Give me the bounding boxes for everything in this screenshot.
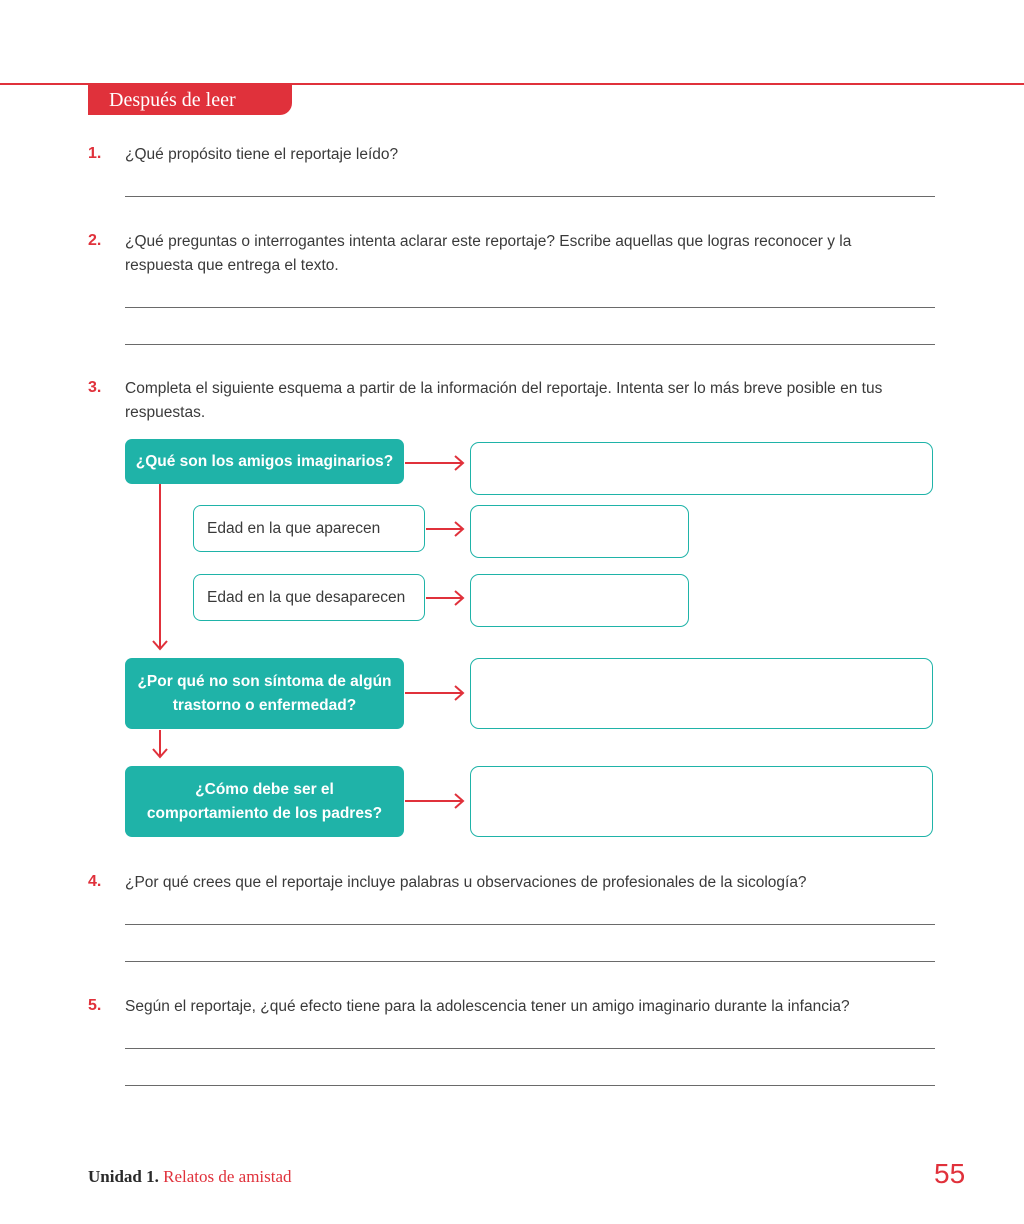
scheme-answer-box[interactable] [470,505,689,558]
answer-line[interactable] [125,961,935,962]
scheme-question-parents: ¿Cómo debe ser el comportamiento de los padres? [125,766,404,837]
footer-unit [88,1167,292,1187]
answer-line[interactable] [125,924,935,925]
page-number: 55 [934,1158,966,1189]
answer-line[interactable] [125,1048,935,1049]
scheme-answer-box[interactable] [470,766,933,837]
scheme-sub-label: Edad en la que aparecen [193,505,425,552]
question-text: ¿Qué preguntas o interrogantes intenta aclarar este reportaje? Escribe aquellas que logras reconocer y la respuesta que entrega el texto. [125,233,852,274]
question-text: Completa el siguiente esquema a partir de la información del reportaje. Intenta ser lo más breve posible en tus respuestas. [125,380,883,421]
question-number: 3. [88,379,102,396]
question-number: 4. [88,873,102,890]
question-text: ¿Por qué crees que el reportaje incluye palabras u observaciones de profesionales de la sicología? [125,874,807,891]
footer-unit-title: Relatos de amistad [163,1167,292,1186]
section-title: Después de leer [88,85,292,115]
question-number: 2. [88,232,102,249]
scheme-question-why: ¿Por qué no son síntoma de algún trastorno o enfermedad? [125,658,404,729]
question-number: 5. [88,997,102,1014]
answer-line[interactable] [125,1085,935,1086]
footer-unit-label: Unidad 1. [88,1167,159,1186]
scheme-sub-label: Edad en la que desaparecen [193,574,425,621]
scheme-answer-box[interactable] [470,574,689,627]
scheme-question-what: ¿Qué son los amigos imaginarios? [125,439,404,484]
question-text: ¿Qué propósito tiene el reportaje leído? [125,146,399,163]
question-number: 1. [88,145,102,162]
scheme-answer-box[interactable] [470,658,933,729]
scheme-answer-box[interactable] [470,442,933,495]
question-text: Según el reportaje, ¿qué efecto tiene para la adolescencia tener un amigo imaginario durante la infancia? [125,998,850,1015]
